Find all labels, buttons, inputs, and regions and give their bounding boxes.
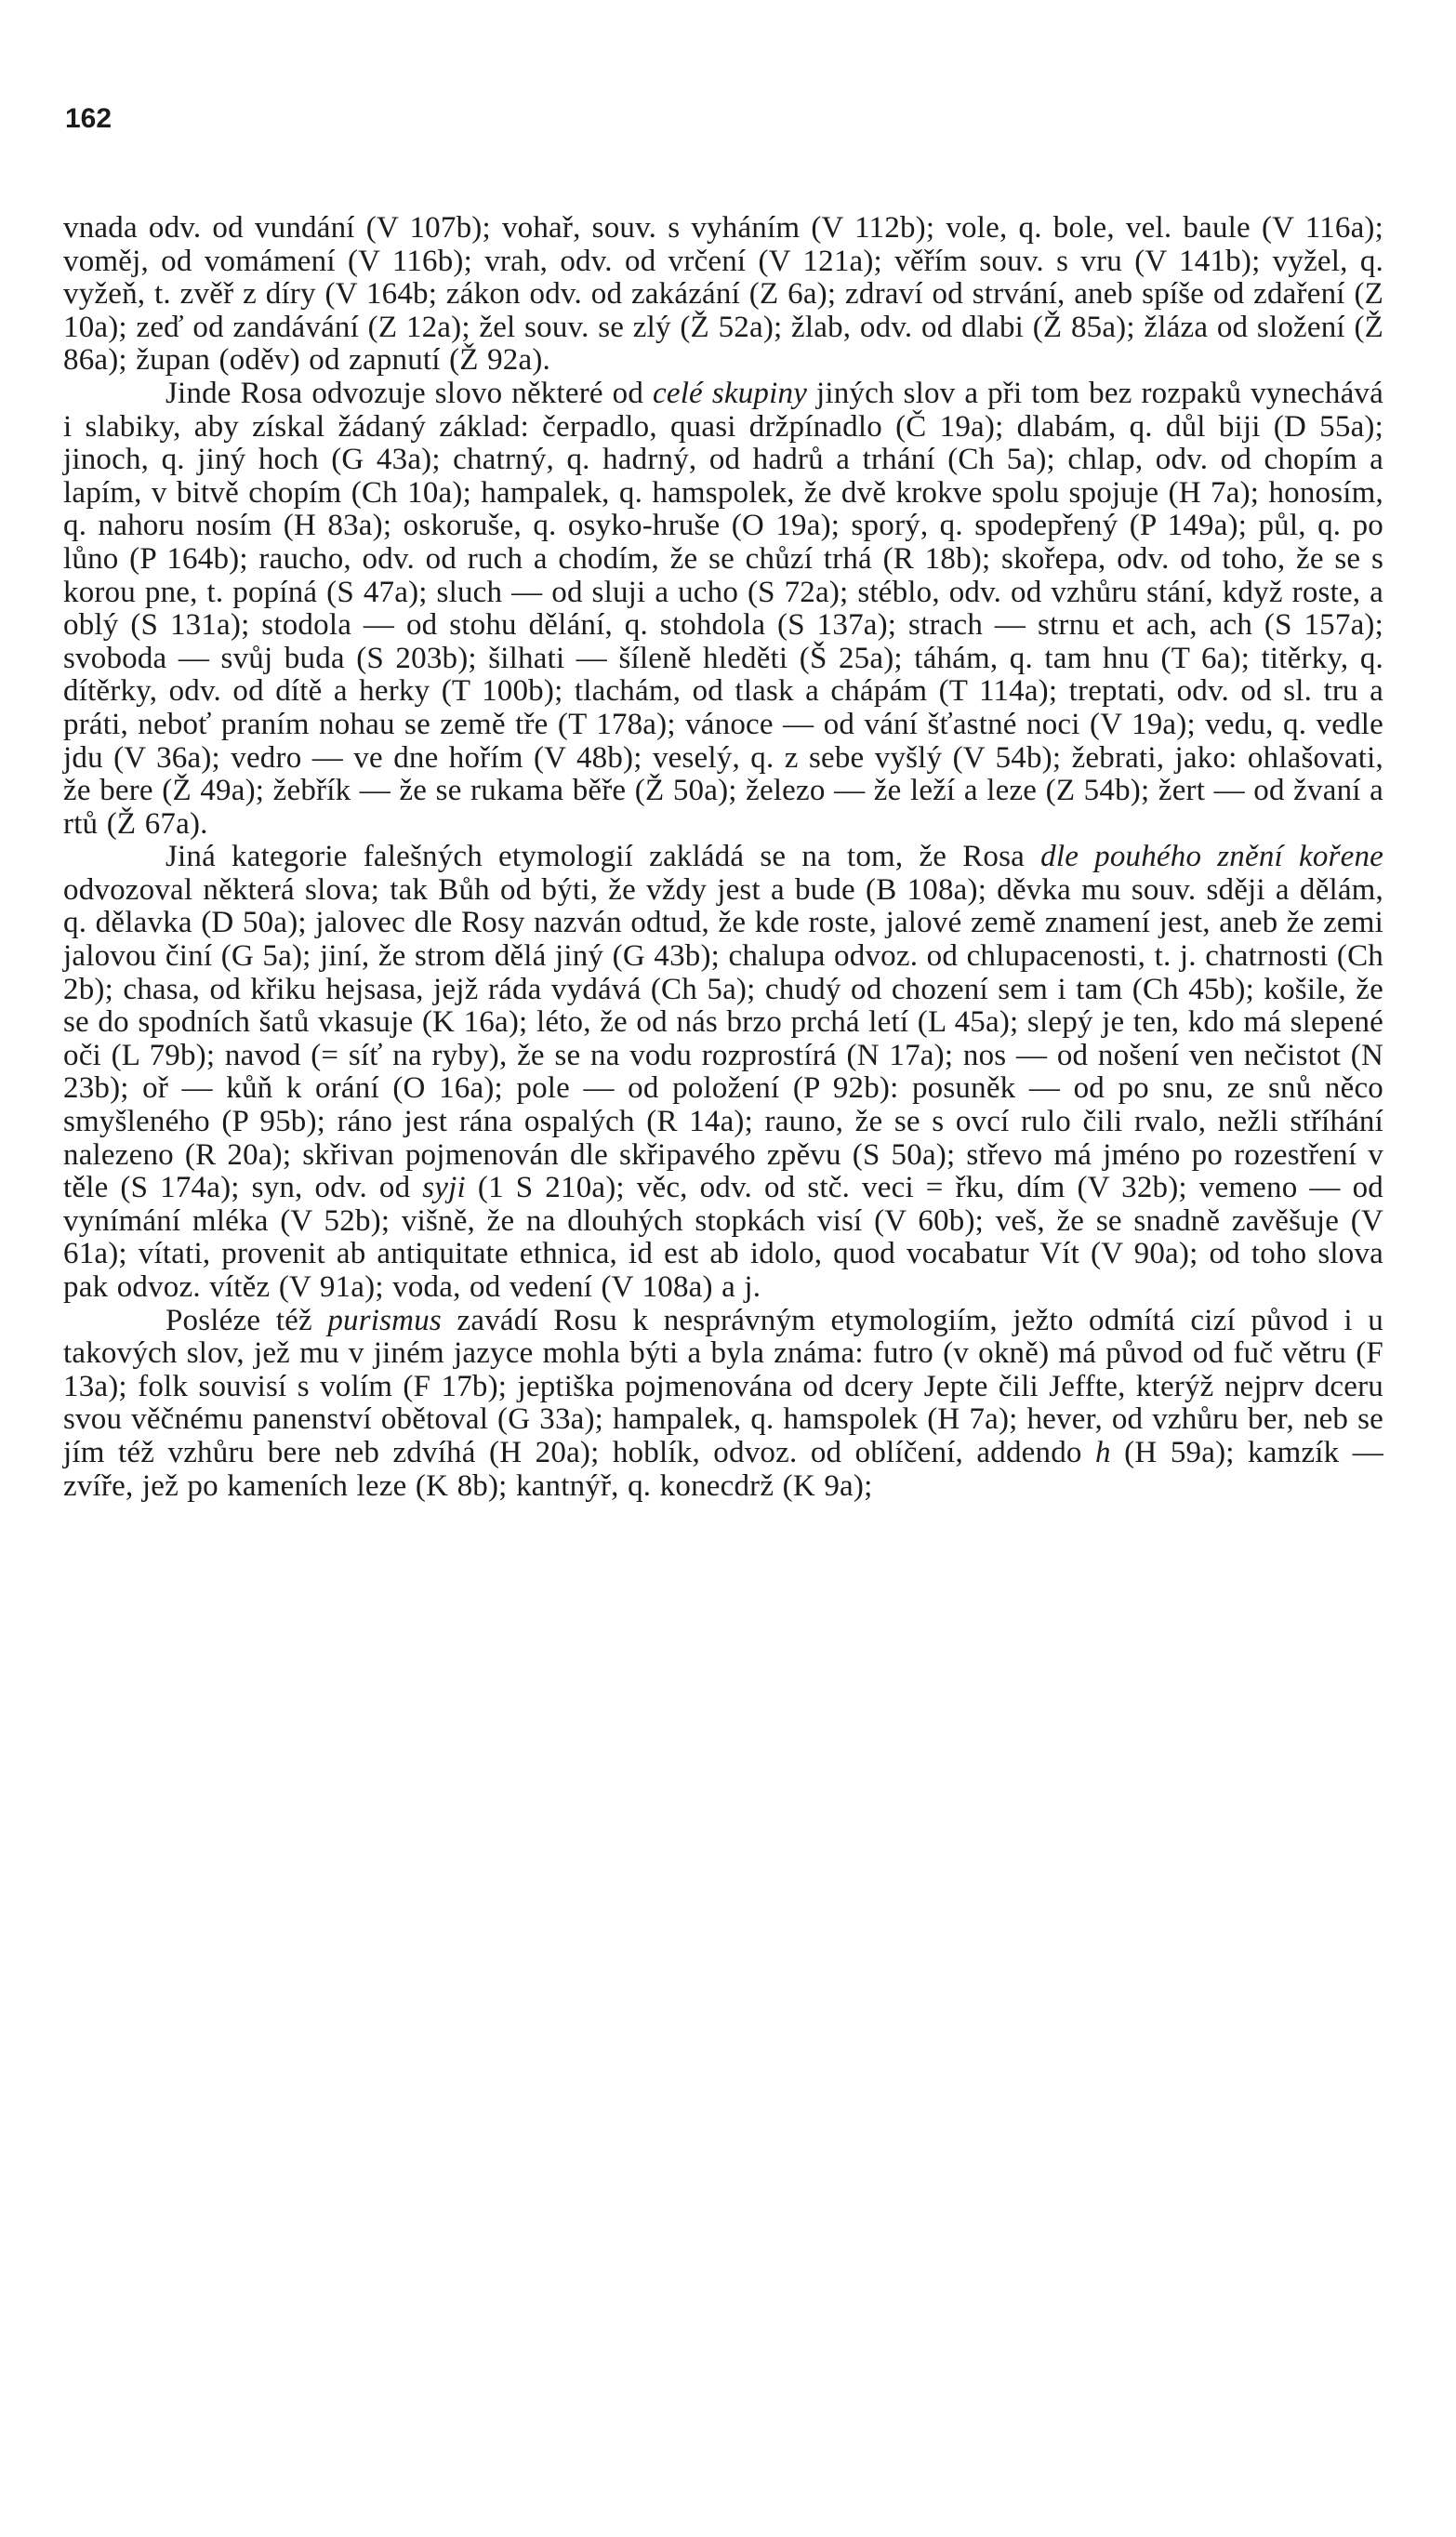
text-run: Jinde Rosa odvozuje slovo některé od	[165, 376, 653, 410]
paragraph	[63, 378, 1383, 841]
italic-text: purismus	[327, 1303, 442, 1337]
text-run: Jiná kategorie falešných etymologií zakládá se na tom, že Rosa	[165, 840, 1041, 874]
page-body	[63, 212, 1383, 1503]
paragraph	[63, 841, 1383, 1304]
text-run: jiných slov a při tom bez rozpaků vynechává i slabiky, aby získal žádaný základ: čerpadlo, quasi držpínadlo (Č 19a); dlabám, q. důl biji (D 55a); jinoch, q. jiný hoch (G 43a); chatrný, q. hadrný, od hadrů a trhání (Ch 5a); chlap, odv. od chopím a lapím, v bitvě chopím (Ch 10a); hampalek, q. hamspolek, že dvě krokve spolu spojuje (H 7a); honosím, q. nahoru nosím (H 83a); oskoruše, q. osyko-hruše (O 19a); sporý, q. spodepřený (P 149a); půl, q. po lůno (P 164b); raucho, odv. od ruch a chodím, že se chůzí trhá (R 18b); skořepa, odv. od toho, že se s korou pne, t. popíná (S 47a); sluch — od sluji a ucho (S 72a); stéblo, odv. od vzhůru stání, když roste, a oblý (S 131a); stodola — od stohu dělání, q. stohdola (S 137a); strach — strnu et ach, ach (S 157a); svoboda — svůj buda (S 203b); šilhati — šíleně hleděti (Š 25a); táhám, q. tam hnu (T 6a); titěrky, q. dítěrky, odv. od dítě a herky (T 100b); tlachám, od tlask a chápám (T 114a); treptati, odv. od sl. tru a práti, neboť praním nohau se země tře (T 178a); vánoce — od vání šťastné noci (V 19a); vedu, q. vedle jdu (V 36a); vedro — ve dne hořím (V 48b); veselý, q. z sebe vyšlý (V 54b); žebrati, jako: ohlašovati, že bere (Ž 49a); žebřík — že se rukama běře (Ž 50a); železo — že leží a leze (Z 54b); žert — od žvaní a rtů (Ž 67a).	[63, 376, 1383, 841]
italic-text: celé skupiny	[653, 376, 808, 410]
italic-text: dle pouhého znění kořene	[1040, 840, 1383, 874]
paragraph	[63, 212, 1383, 378]
text-run: odvozoval některá slova; tak Bůh od býti, že vždy jest a bude (B 108a); děvka mu souv. sději a dělám, q. dělavka (D 50a); jalovec dle Rosy nazván odtud, že kde roste, jalové země znamení jest, aneb že zemi jalovou činí (G 5a); jiní, že strom dělá jiný (G 43b); chalupa odvoz. od chlupacenosti, t. j. chatrnosti (Ch 2b); chasa, od křiku hejsasa, jejž ráda vydává (Ch 5a); chudý od chození sem i tam (Ch 45b); košile, že se do spodních šatů vkasuje (K 16a); léto, že od nás brzo prchá letí (L 45a); slepý je ten, kdo má slepené oči (L 79b); navod (= síť na ryby), že se na vodu rozprostírá (N 17a); nos — od nošení ven nečistot (N 23b); oř — kůň k orání (O 16a); pole — od položení (P 92b): posuněk — od po snu, ze snů něco smyšleného (P 95b); ráno jest rána ospalých (R 14a); rauno, že se s ovcí rulo čili rvalo, nežli stříhání nalezeno (R 20a); skřivan pojmenován dle skřipavého zpěvu (S 50a); střevo má jméno po rozestření v těle (S 174a); syn, odv. od	[63, 872, 1383, 1205]
paragraph	[63, 1305, 1383, 1504]
italic-text: syji	[422, 1171, 466, 1205]
text-run: (1 S 210a); věc, odv. od stč. veci = řku, dím (V 32b); vemeno — od vynímání mléka (V 52b); višně, že na dlouhých stopkách visí (V 60b); veš, že se snadně zavěšuje (V 61a); vítati, provenit ab antiquitate ethnica, id est ab idolo, quod vocabatur Vít (V 90a); od toho slova pak odvoz. vítěz (V 91a); voda, od vedení (V 108a) a j.	[63, 1171, 1383, 1304]
italic-text: h	[1095, 1435, 1111, 1469]
text-run: (H 59a); kamzík — zvíře, jež po kameních leze (K 8b); kantnýř, q. konecdrž (K 9a);	[63, 1435, 1383, 1503]
text-run: Posléze též	[165, 1303, 328, 1337]
text-run: vnada odv. od vundání (V 107b); vohař, souv. s vyháním (V 112b); vole, q. bole, vel. baule (V 116a); voměj, od vomámení (V 116b); vrah, odv. od vrčení (V 121a); věřím souv. s vru (V 141b); vyžel, q. vyžeň, t. zvěř z díry (V 164b; zákon odv. od zakázání (Z 6a); zdraví od strvání, aneb spíše od zdaření (Z 10a); zeď od zandávání (Z 12a); žel souv. se zlý (Ž 52a); žlab, odv. od dlabi (Ž 85a); žláza od složení (Ž 86a); župan (oděv) od zapnutí (Ž 92a).	[63, 211, 1383, 378]
page-number: 162	[65, 103, 113, 134]
text-run: zavádí Rosu k nesprávným etymologiím, ježto odmítá cizí původ i u takových slov, jež mu v jiném jazyce mohla býti a byla známa: futro (v okně) má původ od fuč větru (F 13a); folk souvisí s volím (F 17b); jeptiška pojmenována od dcery Jepte čili Jeffte, kterýž nejprv dceru svou věčnému panenství obětoval (G 33a); hampalek, q. hamspolek (H 7a); hever, od vzhůru ber, neb se jím též vzhůru bere neb zdvíhá (H 20a); hoblík, odvoz. od oblíčení, addendo	[63, 1303, 1383, 1469]
